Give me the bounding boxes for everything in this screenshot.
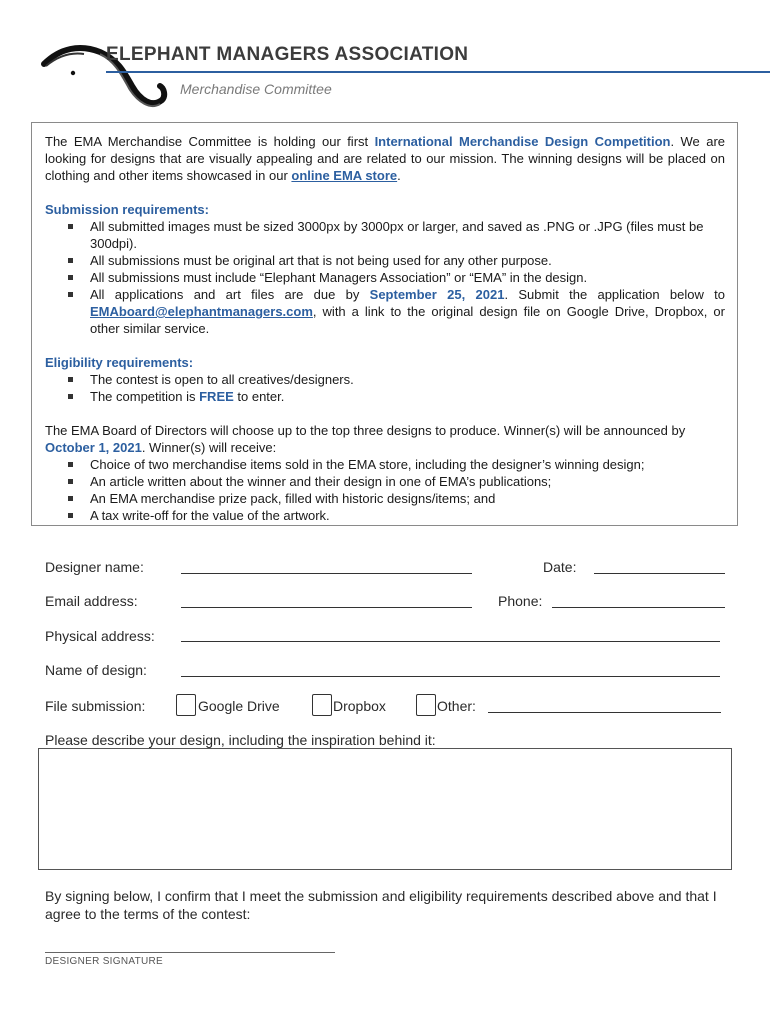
- board-text: . Winner(s) will receive:: [141, 440, 277, 455]
- design-name-label: Name of design:: [45, 662, 147, 678]
- deadline-date: September 25, 2021: [369, 287, 505, 302]
- list-item: All submitted images must be sized 3000px by 3000px or larger, and saved as .PNG or .JPG (files must be 300dpi).: [90, 218, 725, 252]
- board-paragraph: [45, 422, 725, 456]
- list-item: An article written about the winner and their design in one of EMA’s publications;: [90, 473, 725, 490]
- signature-field[interactable]: [45, 952, 335, 953]
- design-name-field[interactable]: [181, 676, 720, 677]
- google-drive-checkbox[interactable]: [176, 694, 196, 716]
- physical-address-label: Physical address:: [45, 628, 155, 644]
- board-email-link[interactable]: EMAboard@elephantmanagers.com: [90, 304, 313, 319]
- deadline-text: All applications and art files are due by: [90, 287, 370, 302]
- header-divider: [106, 71, 770, 73]
- org-title: ELEPHANT MANAGERS ASSOCIATION: [106, 44, 469, 65]
- design-description-textarea[interactable]: [38, 748, 732, 870]
- list-item: [90, 286, 725, 337]
- other-checkbox[interactable]: [416, 694, 436, 716]
- list-item: All submissions must include “Elephant Managers Association” or “EMA” in the design.: [90, 269, 725, 286]
- list-item: An EMA merchandise prize pack, filled with historic designs/items; and: [90, 490, 725, 507]
- other-label: Other:: [437, 698, 476, 714]
- intro-text: . We are looking for designs that are visually appealing and are related to our mission. The winning designs will be placed on clothing and other items showcased in our: [45, 134, 725, 183]
- announcement-date: October 1, 2021: [45, 440, 142, 455]
- describe-prompt: Please describe your design, including the inspiration behind it:: [45, 732, 436, 748]
- date-field[interactable]: [594, 573, 725, 574]
- confirmation-statement: By signing below, I confirm that I meet the submission and eligibility requirements described above and that I agree to the terms of the contest:: [45, 888, 717, 922]
- eligibility-heading: Eligibility requirements:: [45, 355, 194, 370]
- list-item: The contest is open to all creatives/designers.: [90, 371, 725, 388]
- intro-text: .: [397, 168, 401, 183]
- phone-field[interactable]: [552, 607, 725, 608]
- file-submission-label: File submission:: [45, 698, 146, 714]
- email-label: Email address:: [45, 593, 138, 609]
- eligibility-text: to enter.: [233, 389, 285, 404]
- list-item: A tax write-off for the value of the artwork.: [90, 507, 725, 524]
- designer-name-label: Designer name:: [45, 559, 144, 575]
- intro-paragraph: [45, 133, 725, 184]
- list-item: All submissions must be original art that is not being used for any other purpose.: [90, 252, 725, 269]
- deadline-text: . Submit the application below to: [504, 287, 726, 302]
- date-label: Date:: [543, 559, 577, 575]
- dropbox-checkbox[interactable]: [312, 694, 332, 716]
- competition-info-box: [31, 122, 738, 526]
- dropbox-label: Dropbox: [333, 698, 386, 714]
- online-store-link[interactable]: online EMA store: [291, 168, 398, 183]
- list-item: Choice of two merchandise items sold in the EMA store, including the designer’s winning design;: [90, 456, 725, 473]
- competition-name: International Merchandise Design Competition: [374, 134, 671, 149]
- signature-label: DESIGNER SIGNATURE: [45, 956, 164, 967]
- submission-list: [45, 218, 725, 337]
- other-field[interactable]: [488, 712, 721, 713]
- eligibility-list: [45, 371, 725, 405]
- designer-name-field[interactable]: [181, 573, 472, 574]
- google-drive-label: Google Drive: [198, 698, 280, 714]
- intro-text: The EMA Merchandise Committee is holding our first: [45, 134, 375, 149]
- submission-heading: Submission requirements:: [45, 202, 209, 217]
- eligibility-text: The competition is: [90, 389, 200, 404]
- board-text: The EMA Board of Directors will choose up to the top three designs to produce. Winner(s) will be announced by: [45, 423, 686, 438]
- free-badge: FREE: [199, 389, 234, 404]
- prize-list: [45, 456, 725, 524]
- committee-subtitle: Merchandise Committee: [180, 81, 332, 97]
- deadline-text: , with a link to the original design file on Google Drive, Dropbox, or other similar service.: [90, 304, 725, 336]
- email-field[interactable]: [181, 607, 472, 608]
- physical-address-field[interactable]: [181, 641, 720, 642]
- list-item: [90, 388, 725, 405]
- phone-label: Phone:: [498, 593, 543, 609]
